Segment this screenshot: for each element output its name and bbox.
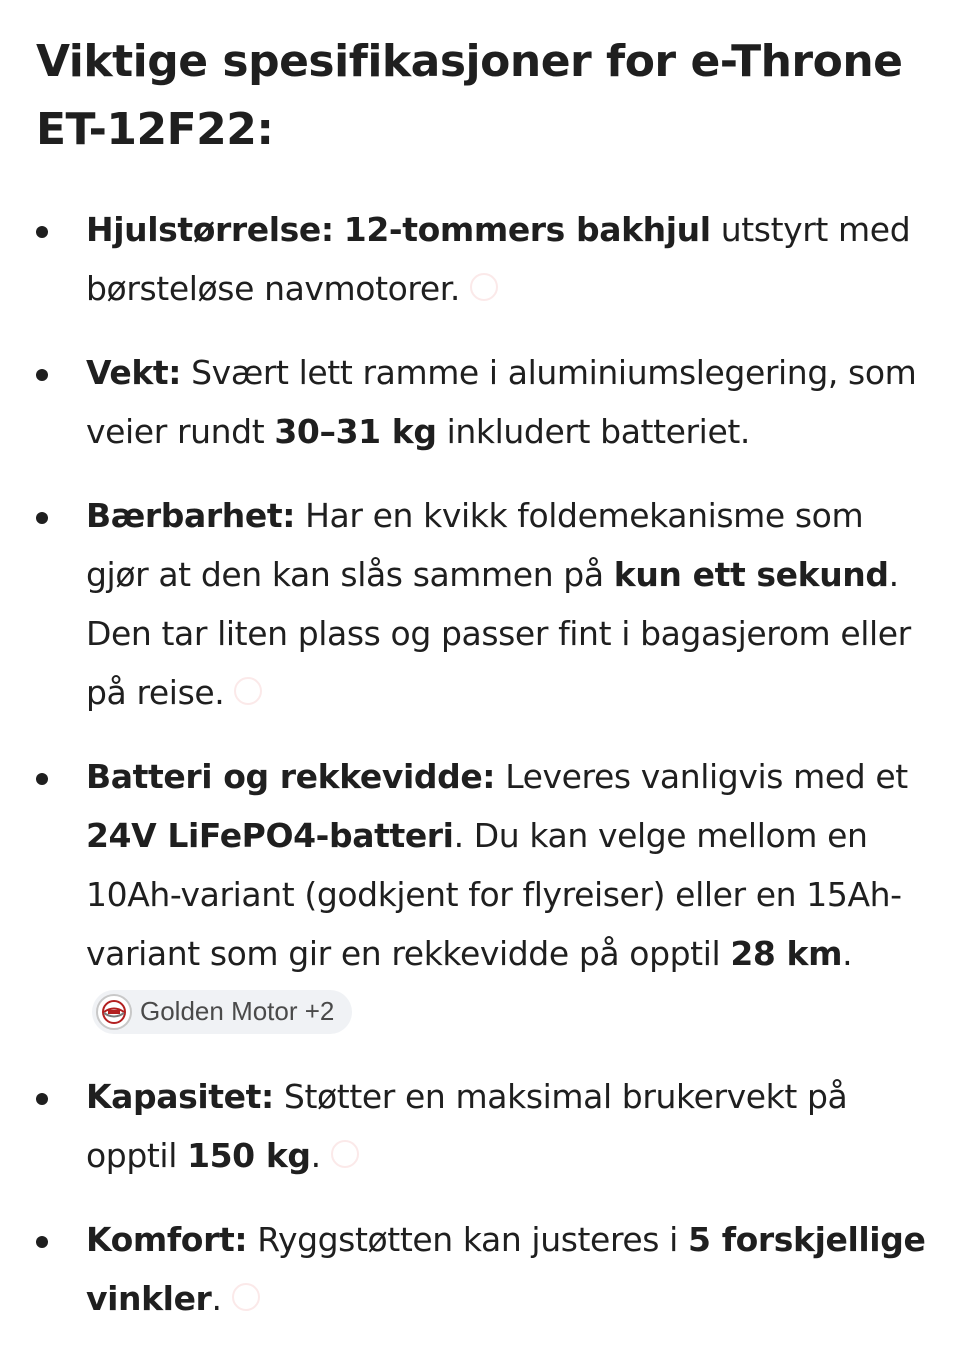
spec-text: inkludert batteriet. (436, 412, 750, 451)
spec-label: Bærbarhet: (86, 496, 296, 535)
spec-highlight: 150 kg (187, 1136, 311, 1175)
bullet-icon (36, 1236, 48, 1248)
spec-text: . (211, 1279, 222, 1318)
spec-portability (36, 486, 926, 722)
spec-highlight: 30–31 kg (274, 412, 437, 451)
spec-list (36, 200, 926, 1328)
spec-text: Har en kvikk foldemekanisme som gjør at den kan slås sammen på (86, 496, 864, 594)
spec-label: Komfort: (86, 1220, 248, 1259)
spec-comfort (36, 1210, 926, 1328)
spec-label: Kapasitet: (86, 1077, 274, 1116)
spec-highlight: 24V LiFePO4-batteri (86, 816, 454, 855)
source-chip[interactable] (92, 990, 352, 1034)
spec-label: Vekt: (86, 353, 182, 392)
page-title: Viktige spesifikasjoner for e-Throne ET-12F22: (36, 36, 903, 155)
spec-text: Støtter en maksimal brukervekt på opptil (86, 1077, 848, 1175)
spec-text: . (842, 934, 853, 973)
source-chip-label: Golden Motor +2 (140, 996, 335, 1026)
source-logo-icon[interactable] (470, 273, 498, 301)
source-logo-icon[interactable] (234, 677, 262, 705)
spec-label: Hjulstørrelse: (86, 210, 334, 249)
spec-text: Ryggstøtten kan justeres i (247, 1220, 689, 1259)
spec-battery-range (36, 747, 926, 1042)
spec-text: Svært lett ramme i aluminiumslegering, som veier rundt (86, 353, 917, 451)
spec-weight (36, 343, 926, 461)
bullet-icon (36, 226, 48, 238)
spec-highlight: kun ett sekund (613, 555, 889, 594)
bullet-icon (36, 773, 48, 785)
spec-wheel-size (36, 200, 926, 318)
source-logo-icon[interactable] (232, 1283, 260, 1311)
golden-motor-logo-icon (96, 994, 132, 1030)
spec-text: Leveres vanligvis med et (495, 757, 908, 796)
spec-highlight: 12-tommers bakhjul (343, 210, 711, 249)
spec-text: utstyrt med børsteløse navmotorer. (86, 210, 911, 308)
spec-highlight: 5 forskjellige vinkler (86, 1220, 926, 1318)
spec-capacity (36, 1067, 926, 1185)
bullet-icon (36, 1093, 48, 1105)
spec-highlight: 28 km (730, 934, 843, 973)
bullet-icon (36, 369, 48, 381)
spec-label: Batteri og rekkevidde: (86, 757, 496, 796)
spec-text: . Du kan velge mellom en 10Ah-variant (godkjent for flyreiser) eller en 15Ah-variant som gir en rekkevidde på opptil (86, 816, 902, 973)
bullet-icon (36, 512, 48, 524)
source-logo-icon[interactable] (331, 1140, 359, 1168)
spec-text: . Den tar liten plass og passer fint i bagasjerom eller på reise. (86, 555, 911, 712)
spec-text: . (310, 1136, 321, 1175)
